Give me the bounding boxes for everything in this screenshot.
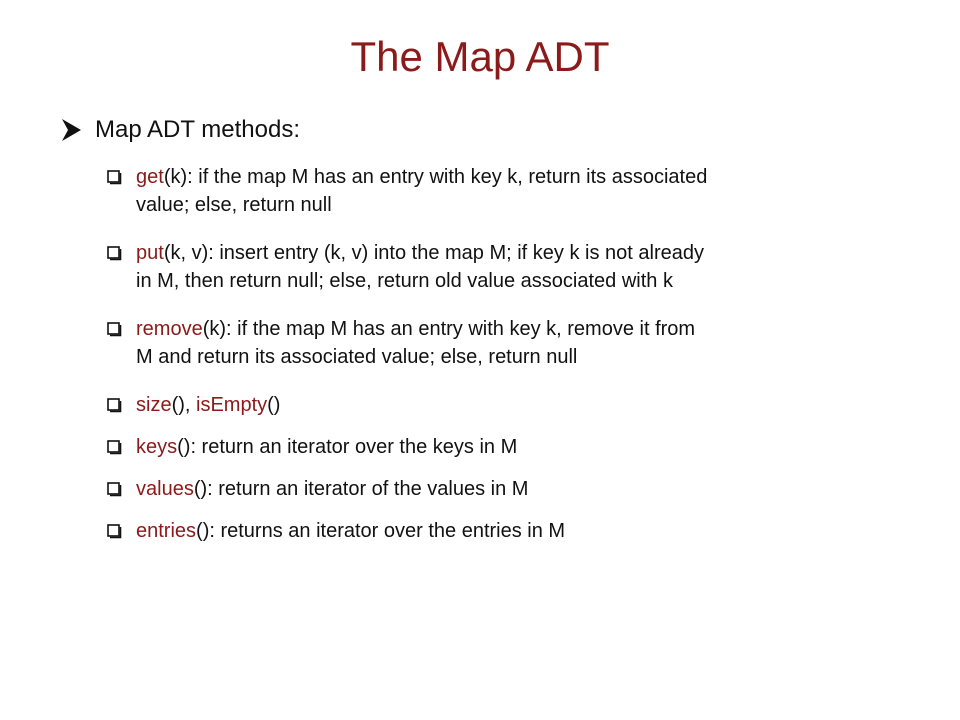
method-name: put <box>136 242 164 264</box>
method-desc: (k, v): insert entry (k, v) into the map M; if key k is not already <box>163 242 704 264</box>
square-bullet-icon <box>107 322 122 337</box>
list-item-put <box>105 239 905 295</box>
list-item-keys <box>105 433 905 461</box>
method-desc-cont: M and return its associated value; else, return null <box>136 346 578 368</box>
list-item-get <box>105 163 905 219</box>
square-bullet-icon <box>107 440 122 455</box>
square-bullet-icon <box>107 170 122 185</box>
method-desc-cont: value; else, return null <box>136 194 332 216</box>
method-name: entries <box>136 520 197 542</box>
method-name: size <box>136 394 172 416</box>
arrow-bullet-icon <box>59 116 85 144</box>
list-item-values <box>105 475 905 503</box>
method-desc: (): return an iterator of the values in M <box>193 478 529 500</box>
method-sep: (), <box>171 394 197 416</box>
method-name: remove <box>136 318 203 340</box>
list-item-entries <box>105 517 905 545</box>
method-name: values <box>136 478 194 500</box>
list-item-size <box>105 391 905 419</box>
list-item-remove <box>105 315 905 371</box>
square-bullet-icon <box>107 246 122 261</box>
square-bullet-icon <box>107 524 122 539</box>
method-name-2: isEmpty <box>196 394 268 416</box>
method-desc: (): return an iterator over the keys in M <box>177 436 518 458</box>
square-bullet-icon <box>107 398 122 413</box>
square-bullet-icon <box>107 482 122 497</box>
method-desc-cont: in M, then return null; else, return old value associated with k <box>136 270 673 292</box>
methods-list <box>105 163 905 559</box>
method-desc: (k): if the map M has an entry with key k, return its associated <box>163 166 708 188</box>
method-desc: () <box>267 394 281 416</box>
method-desc: (k): if the map M has an entry with key k, remove it from <box>202 318 696 340</box>
level1-bullet <box>59 116 300 145</box>
slide-title: The Map ADT <box>350 33 610 80</box>
method-name: keys <box>136 436 178 458</box>
heading-text: Map ADT methods: <box>95 116 300 143</box>
method-desc: (): returns an iterator over the entries in M <box>196 520 566 542</box>
method-name: get <box>136 166 164 188</box>
